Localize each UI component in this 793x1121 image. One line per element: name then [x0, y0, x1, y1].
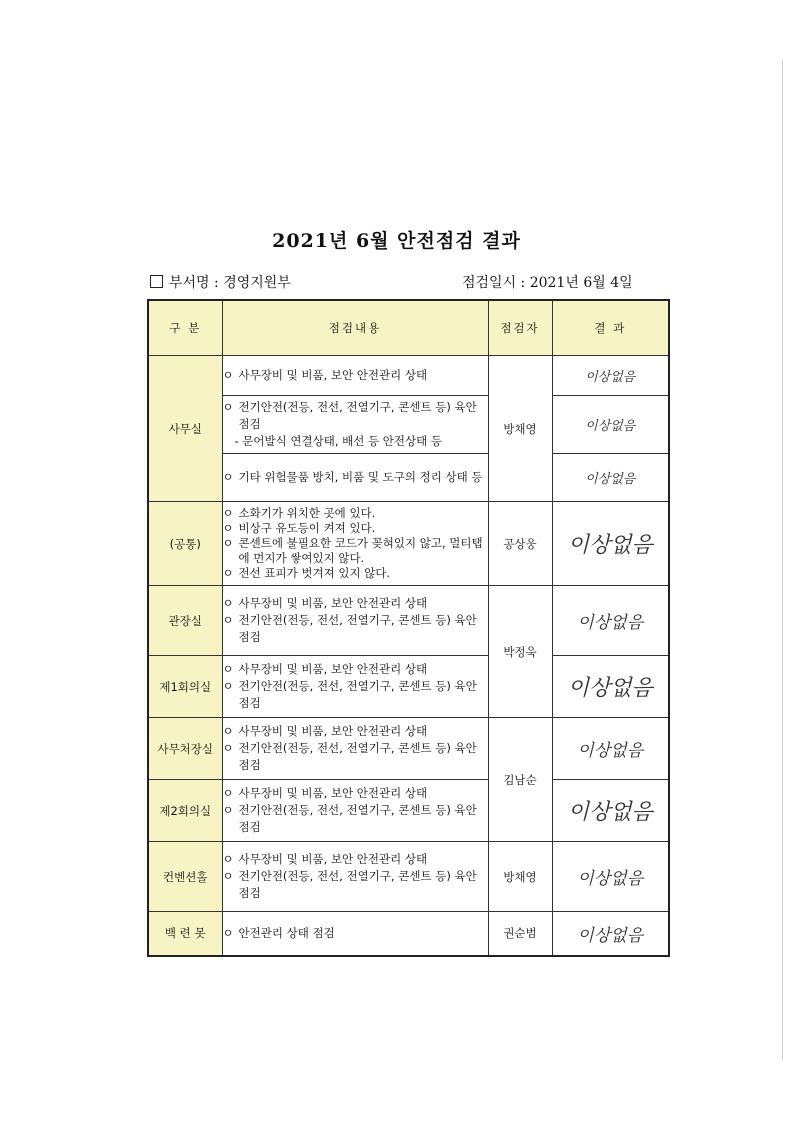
signature: 이상없음 — [577, 925, 644, 946]
category-office: 사무실 — [148, 356, 222, 502]
content-cell: ㅇ 기타 위험물품 방치, 비품 및 도구의 정리 상태 등 — [222, 454, 488, 502]
inspector-cell: 권순범 — [488, 912, 552, 956]
header-row — [148, 300, 669, 356]
category-convention: 컨벤션홀 — [148, 842, 222, 912]
table-row — [148, 842, 669, 912]
result-cell — [552, 656, 669, 718]
category-meeting1: 제1회의실 — [148, 656, 222, 718]
signature: 이상없음 — [567, 800, 653, 825]
signature: 이상없음 — [567, 676, 653, 701]
result-cell — [552, 912, 669, 956]
category-meeting2: 제2회의실 — [148, 780, 222, 842]
header-inspector: 점검자 — [488, 300, 552, 356]
content-cell: ㅇ 사무장비 및 비품, 보안 안전관리 상태 ㅇ 전기안전(전등, 전선, 전열기구, 콘센트 등) 육안점검 — [222, 586, 488, 656]
scan-edge-line — [782, 60, 783, 1060]
category-common: (공통) — [148, 502, 222, 586]
result-cell — [552, 718, 669, 780]
category-director: 관장실 — [148, 586, 222, 656]
table-row — [148, 656, 669, 718]
content-cell: ㅇ 사무장비 및 비품, 보안 안전관리 상태 ㅇ 전기안전(전등, 전선, 전열기구, 콘센트 등) 육안점검 — [222, 842, 488, 912]
content-cell: ㅇ 사무장비 및 비품, 보안 안전관리 상태 ㅇ 전기안전(전등, 전선, 전열기구, 콘센트 등) 육안점검 — [222, 780, 488, 842]
checkbox-icon — [150, 275, 163, 288]
category-wall: 백 련 못 — [148, 912, 222, 956]
table-row — [148, 780, 669, 842]
signature: 이상없음 — [585, 419, 636, 434]
inspection-date: 점검일시 : 2021년 6월 4일 — [462, 275, 633, 291]
result-cell — [552, 454, 669, 502]
signature: 이상없음 — [585, 472, 636, 487]
inspector-cell: 김남순 — [488, 718, 552, 842]
content-cell: ㅇ 안전관리 상태 점검 — [222, 912, 488, 956]
inspector-cell: 공상웅 — [488, 502, 552, 586]
page-title: 2021년 6월 안전점검 결과 — [272, 230, 521, 252]
header-result: 결 과 — [552, 300, 669, 356]
table-row — [148, 396, 669, 454]
result-cell — [552, 356, 669, 396]
content-cell: ㅇ 사무장비 및 비품, 보안 안전관리 상태 ㅇ 전기안전(전등, 전선, 전열기구, 콘센트 등) 육안점검 — [222, 656, 488, 718]
table-row — [148, 586, 669, 656]
table-row — [148, 912, 669, 956]
table-row — [148, 356, 669, 396]
department-line — [150, 272, 291, 292]
signature: 이상없음 — [585, 370, 636, 385]
inspection-table — [147, 299, 670, 957]
result-cell — [552, 502, 669, 586]
category-secretary: 사무처장실 — [148, 718, 222, 780]
header-content: 점검내용 — [222, 300, 488, 356]
signature: 이상없음 — [577, 869, 644, 889]
content-cell: ㅇ 사무장비 및 비품, 보안 안전관리 상태 — [222, 356, 488, 396]
table-row — [148, 718, 669, 780]
signature: 이상없음 — [577, 741, 644, 761]
content-cell: ㅇ 소화기가 위치한 곳에 있다. ㅇ 비상구 유도등이 켜져 있다. ㅇ 콘센트에 불필요한 코드가 꽂혀있지 않고, 멀티탭에 먼지가 쌓여있지 않다. ㅇ 전선 표피가 벗겨져 있지 않다. — [222, 502, 488, 586]
result-cell — [552, 396, 669, 454]
inspector-cell: 박정욱 — [488, 586, 552, 718]
table-row — [148, 454, 669, 502]
inspector-cell: 방채영 — [488, 356, 552, 502]
header-category: 구 분 — [148, 300, 222, 356]
content-cell: ㅇ 전기안전(전등, 전선, 전열기구, 콘센트 등) 육안점검 - 문어발식 연결상태, 배선 등 안전상태 등 — [222, 396, 488, 454]
result-cell — [552, 842, 669, 912]
content-cell: ㅇ 사무장비 및 비품, 보안 안전관리 상태 ㅇ 전기안전(전등, 전선, 전열기구, 콘센트 등) 육안점검 — [222, 718, 488, 780]
inspector-cell: 방채영 — [488, 842, 552, 912]
table-row — [148, 502, 669, 586]
result-cell — [552, 586, 669, 656]
signature: 이상없음 — [567, 533, 653, 558]
department: 부서명 : 경영지원부 — [169, 275, 291, 291]
signature: 이상없음 — [577, 613, 644, 633]
result-cell — [552, 780, 669, 842]
